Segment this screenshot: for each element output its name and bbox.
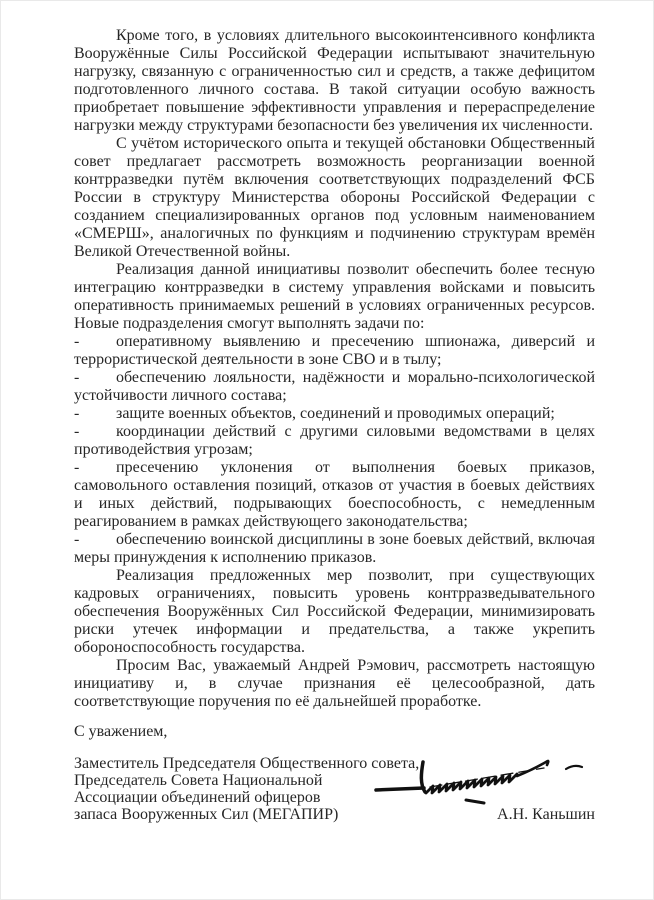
bullet-item <box>74 423 595 459</box>
bullet-dash: - <box>74 333 80 350</box>
paragraph: Кроме того, в условиях длительного высокоинтенсивного конфликта Вооружённые Силы Российской Федерации испытывают значительную нагрузку, связанную с ограниченностью сил и средств, а также дефицитом подготовленного личного состава. В такой ситуации особую важность приобретает повышение эффективности управления и перераспределение нагрузки между структурами безопасности без увеличения их численности. <box>74 27 595 134</box>
signatory-title-line: Председатель Совета Национальной <box>74 772 323 789</box>
bullet-item <box>74 405 595 423</box>
signature-area <box>74 755 595 835</box>
bullet-dash: - <box>74 369 80 386</box>
bullet-text: обеспечению воинской дисциплины в зоне боевых действий, включая меры принуждения к исполнению приказов. <box>74 531 595 566</box>
bullet-dash: - <box>74 405 80 422</box>
bullet-dash: - <box>74 531 80 548</box>
bullet-item <box>74 333 595 369</box>
signatory-name: А.Н. Каньшин <box>497 806 595 823</box>
signatory-title-line: запаса Вооруженных Сил (МЕГАПИР) <box>74 806 339 823</box>
bullet-item <box>74 531 595 567</box>
paragraph: Реализация предложенных мер позволит, при существующих кадровых ограничениях, повысить уровень контрразведывательного обеспечения Вооружённых Сил Российской Федерации, минимизировать риски утечек информации и предательства, а также укрепить обороноспособность государства. <box>74 567 595 656</box>
bullet-dash: - <box>74 459 80 476</box>
signatory-title-line: Ассоциации объединений офицеров <box>74 789 321 806</box>
paragraph: Реализация данной инициативы позволит обеспечить более тесную интеграцию контрразведки в систему управления войсками и повысить оперативность принимаемых решений в условиях ограниченных ресурсов. Новые подразделения смогут выполнять задачи по: <box>74 261 595 332</box>
bullet-text: защите военных объектов, соединений и проводимых операций; <box>116 405 555 422</box>
bullet-item <box>74 369 595 405</box>
paragraph: С учётом исторического опыта и текущей обстановки Общественный совет предлагает рассмотреть возможность реорганизации военной контрразведки путём включения соответствующих подразделений ФСБ России в структуру Министерства обороны Российской Федерации с созданием специализированных органов под условным наименованием «СМЕРШ», аналогичных по функциям и подчинению структурам времён Великой Отечественной войны. <box>74 135 595 260</box>
bullet-item <box>74 459 595 531</box>
bullet-text: координации действий с другими силовыми ведомствами в целях противодействия угрозам; <box>74 423 595 458</box>
bullet-text: пресечению уклонения от выполнения боевых приказов, самовольного оставления позиций, отказов от участия в боевых действиях и иных действий, подрывающих боеспособность, с немедленным реагированием в рамках действующего законодательства; <box>74 459 595 530</box>
bullet-text: оперативному выявлению и пресечению шпионажа, диверсий и террористической деятельности в зоне СВО и в тылу; <box>74 333 595 368</box>
letter-body <box>74 27 595 711</box>
closing-salutation: С уважением, <box>74 723 168 740</box>
signatory-title-line: Заместитель Председателя Общественного совета, <box>74 755 420 772</box>
bullet-dash: - <box>74 423 80 440</box>
bullet-text: обеспечению лояльности, надёжности и морально-психологической устойчивости личного состава; <box>74 369 595 404</box>
paragraph: Просим Вас, уважаемый Андрей Рэмович, рассмотреть настоящую инициативу и, в случае признания её целесообразной, дать соответствующие поручения по её дальнейшей проработке. <box>74 657 595 710</box>
